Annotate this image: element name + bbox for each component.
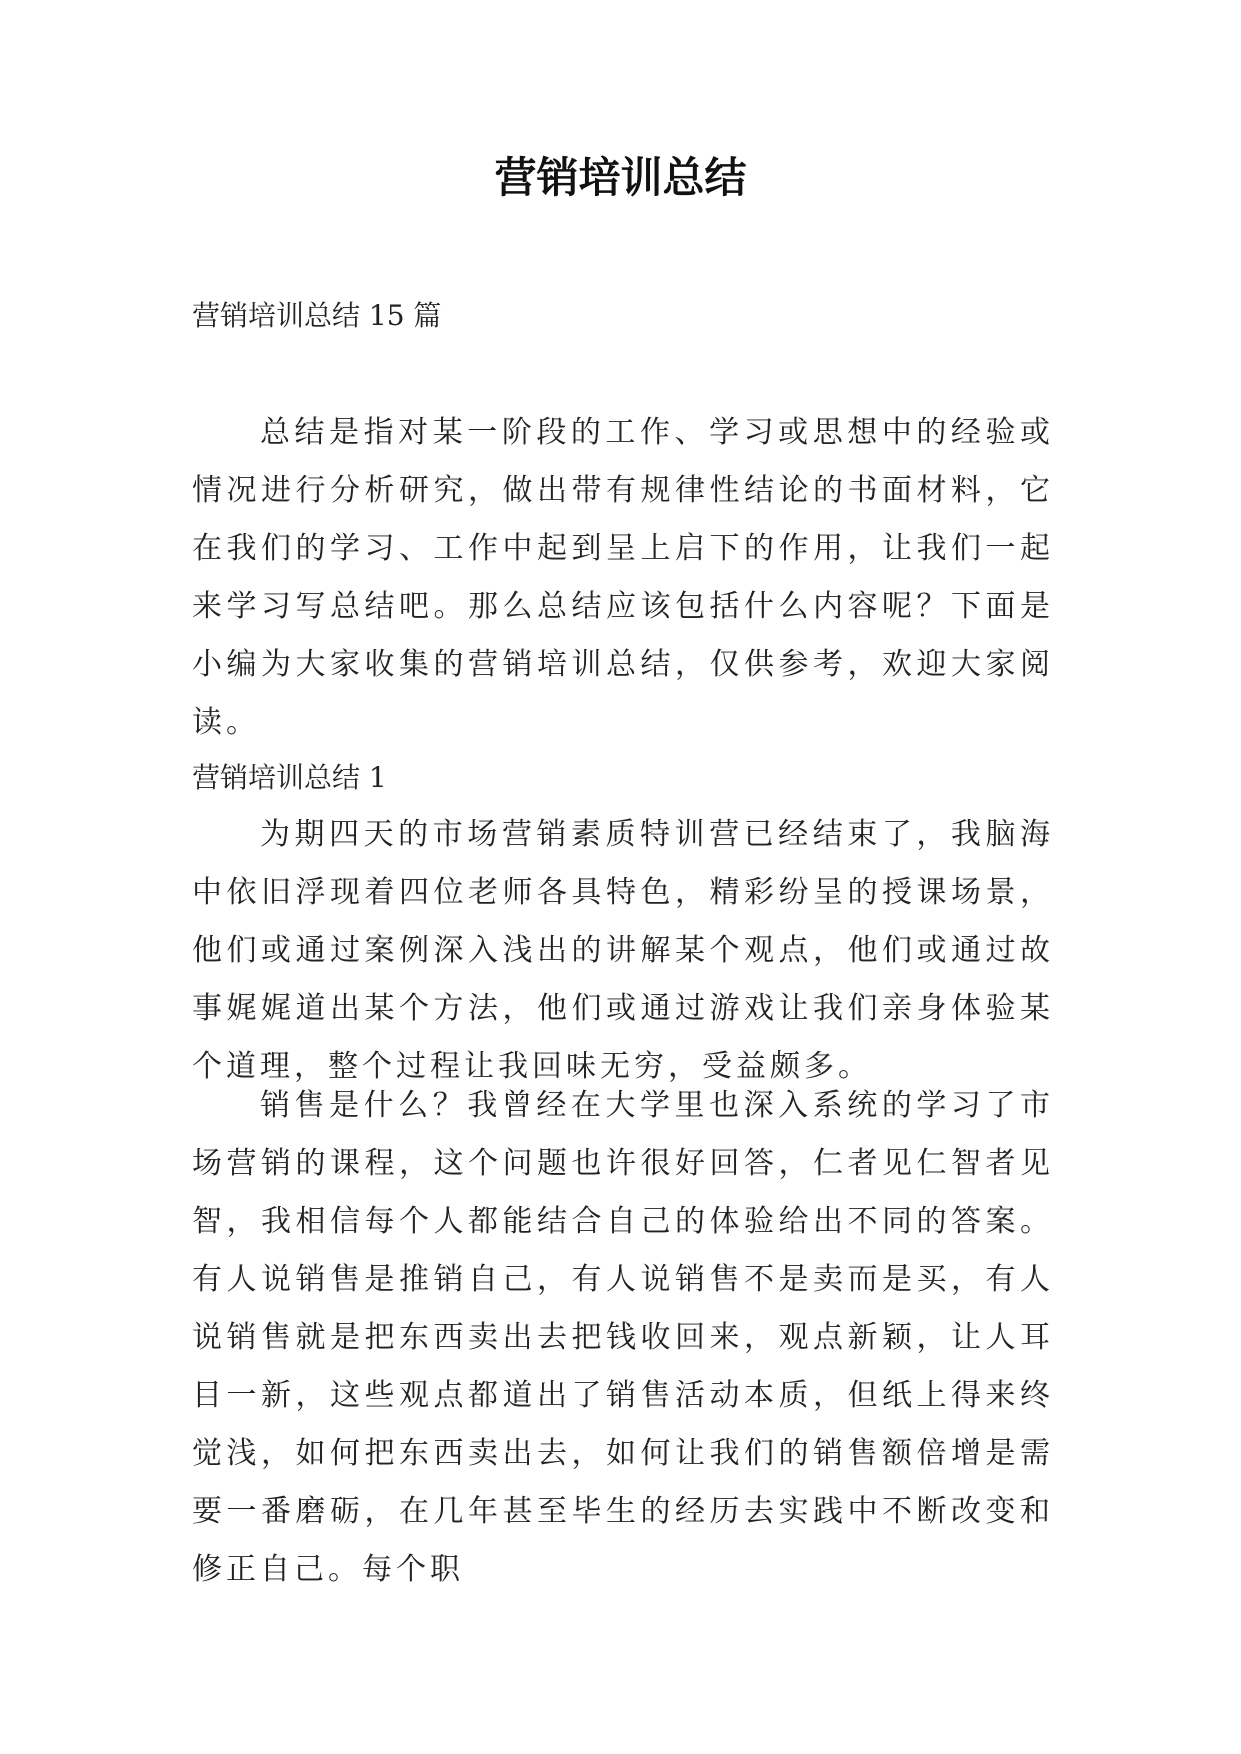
section-heading: 营销培训总结 1 (192, 761, 387, 794)
body-paragraph: 为期四天的市场营销素质特训营已经结束了，我脑海中依旧浮现着四位老师各具特色，精彩纷呈的授课场景，他们或通过案例深入浅出的讲解某个观点，他们或通过故事娓娓道出某个方法，他们或通过游戏让我们亲身体验某个道理，整个过程让我回味无穷，受益颇多。 (192, 817, 1054, 1084)
page-title: 营销培训总结 (494, 153, 747, 202)
document-subtitle: 营销培训总结 15 篇 (192, 299, 442, 332)
intro-paragraph: 总结是指对某一阶段的工作、学习或思想中的经验或情况进行分析研究，做出带有规律性结论的书面材料，它在我们的学习、工作中起到呈上启下的作用，让我们一起来学习写总结吧。那么总结应该包括什么内容呢？下面是小编为大家收集的营销培训总结，仅供参考，欢迎大家阅读。 (192, 415, 1054, 740)
body-paragraph: 销售是什么？我曾经在大学里也深入系统的学习了市场营销的课程，这个问题也许很好回答，仁者见仁智者见智，我相信每个人都能结合自己的体验给出不同的答案。有人说销售是推销自己，有人说销售不是卖而是买，有人说销售就是把东西卖出去把钱收回来，观点新颖，让人耳目一新，这些观点都道出了销售活动本质，但纸上得来终觉浅，如何把东西卖出去，如何让我们的销售额倍增是需要一番磨砺，在几年甚至毕生的经历去实践中不断改变和修正自己。每个职 (192, 1088, 1054, 1587)
